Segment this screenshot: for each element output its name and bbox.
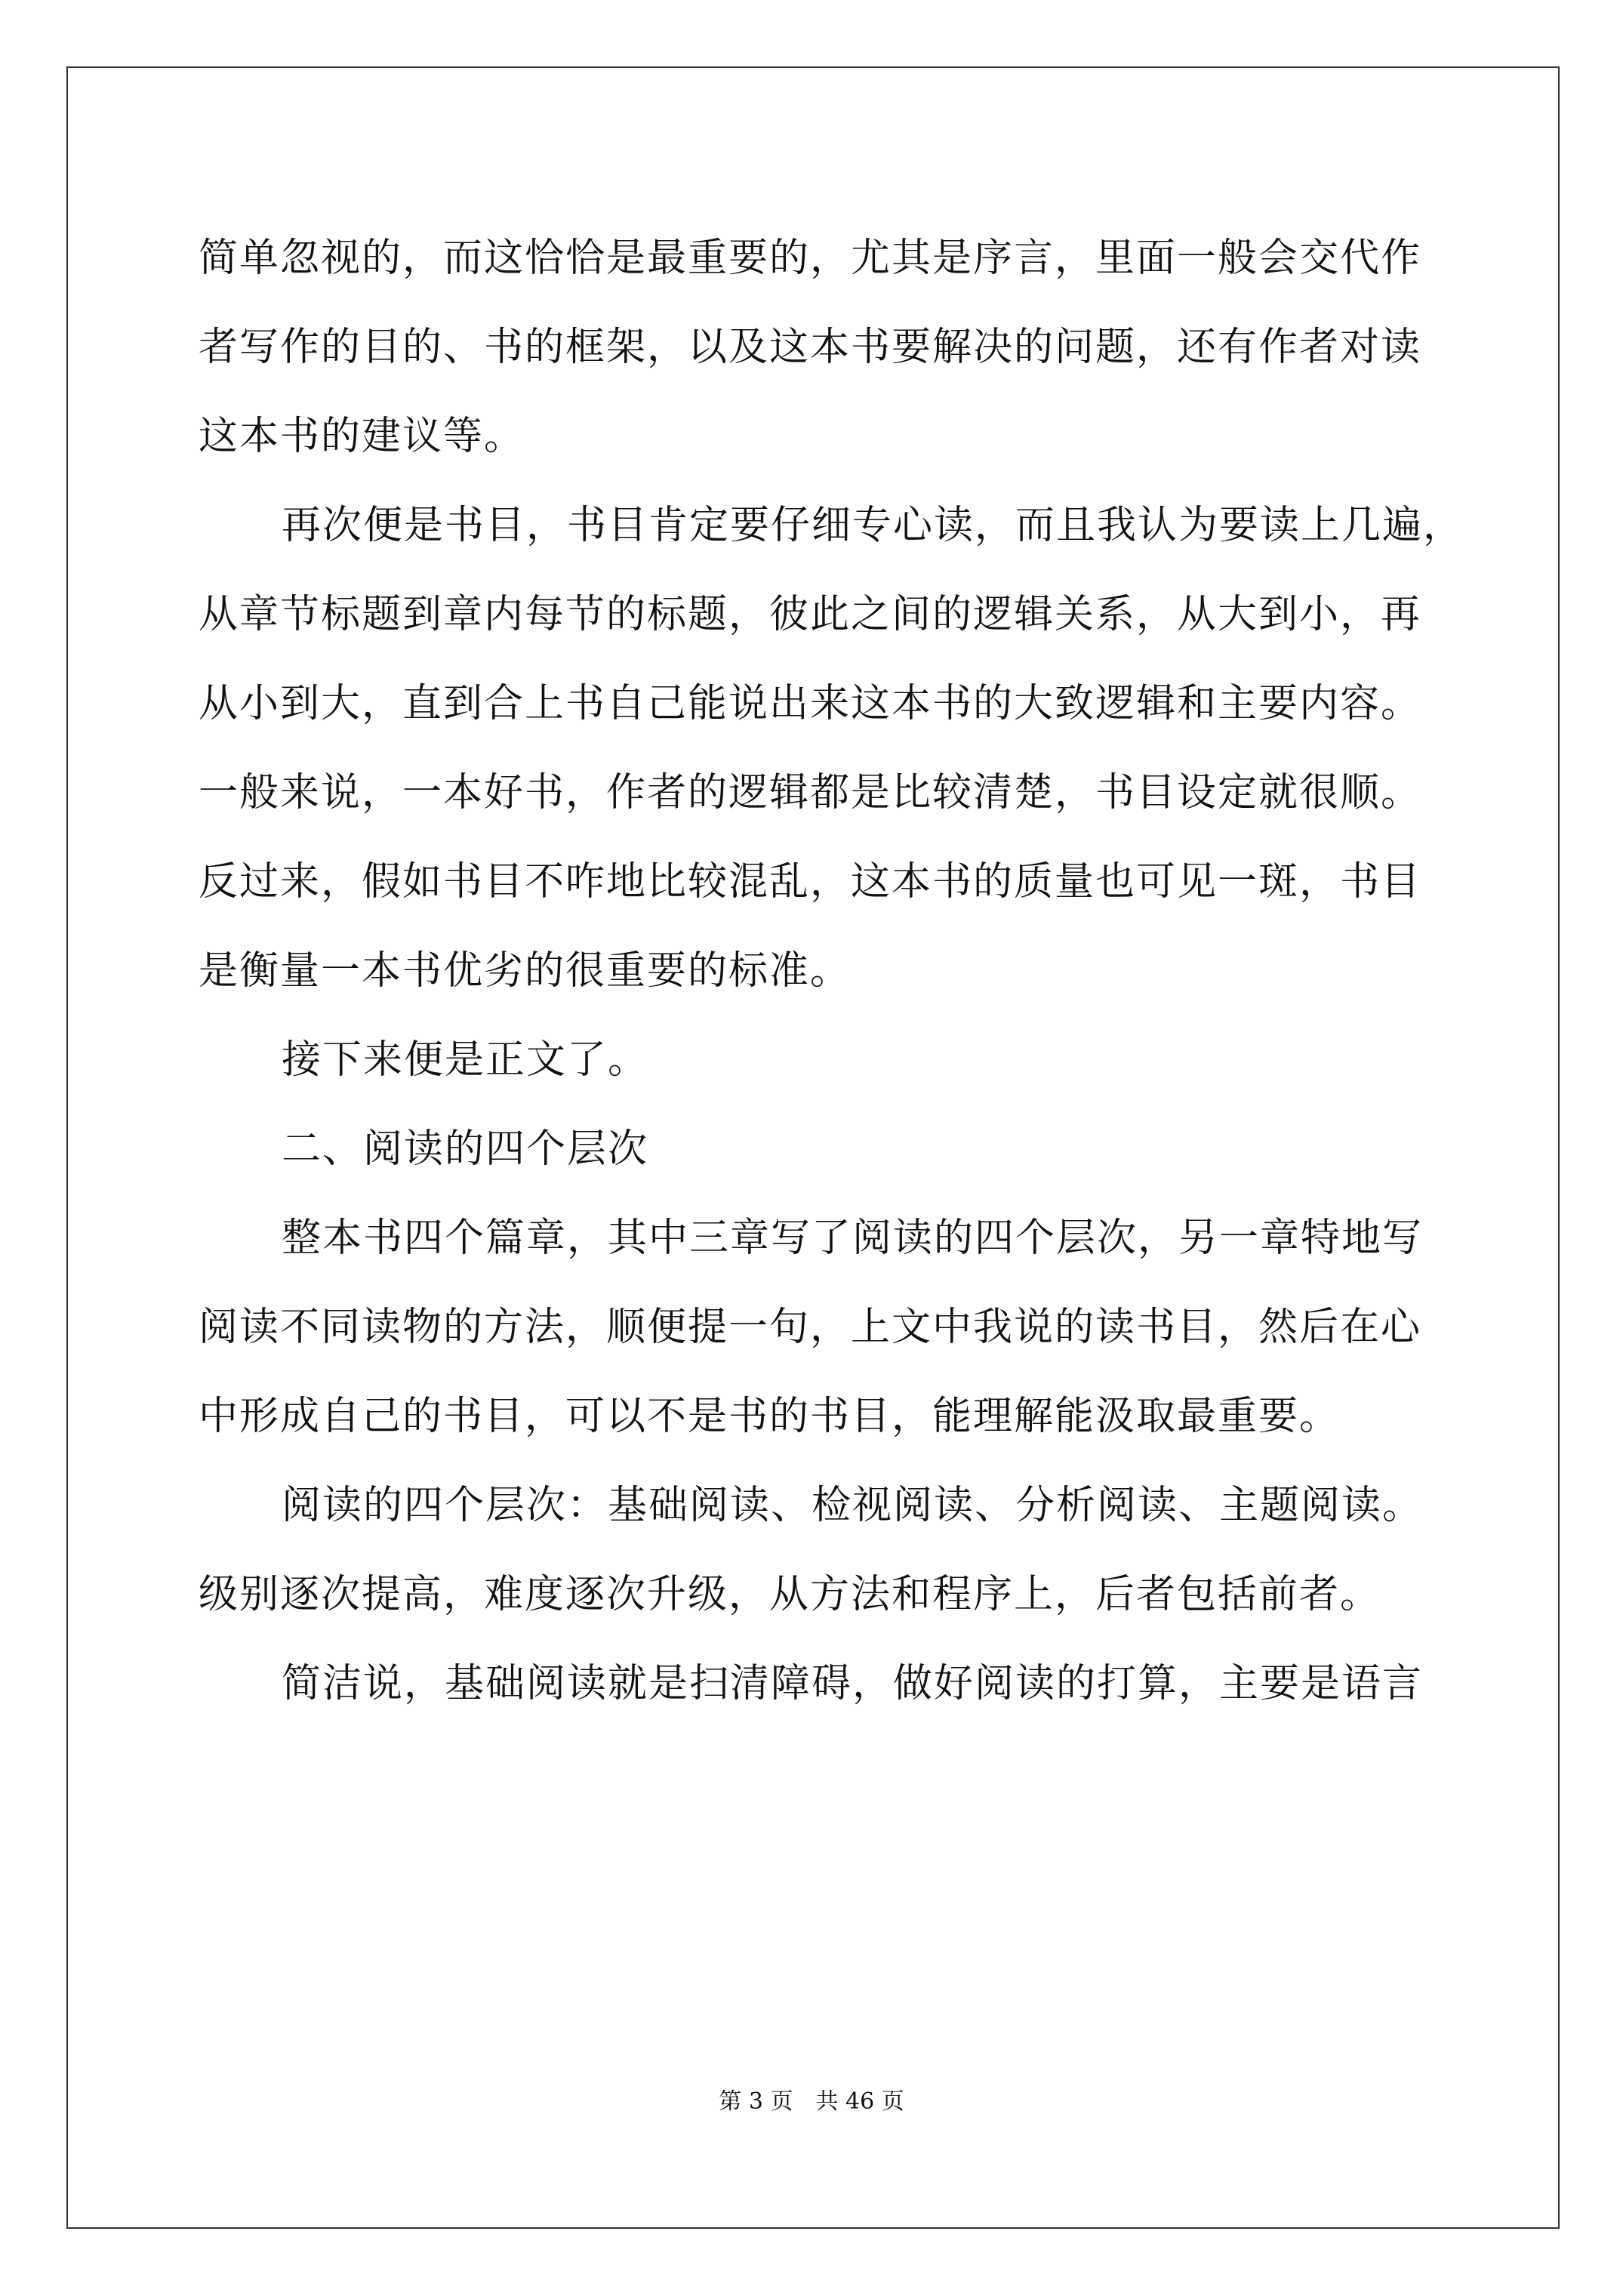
text-line: 是衡量一本书优劣的很重要的标准。 (199, 948, 852, 994)
page-total: 共 46 页 (815, 2088, 904, 2115)
text-line: 简洁说，基础阅读就是扫清障碍，做好阅读的打算，主要是语言 (282, 1661, 1424, 1706)
section-heading: 二、阅读的四个层次 (282, 1126, 649, 1172)
text-line: 阅读的四个层次：基础阅读、检视阅读、分析阅读、主题阅读。 (282, 1483, 1424, 1528)
page-footer (0, 2087, 1623, 2117)
text-line: 接下来便是正文了。 (282, 1037, 649, 1083)
text-line: 级别逐次提高，难度逐次升级，从方法和程序上，后者包括前者。 (199, 1572, 1381, 1617)
text-line: 阅读不同读物的方法，顺便提一句，上文中我说的读书目，然后在心 (199, 1305, 1422, 1350)
text-line: 从小到大，直到合上书自己能说出来这本书的大致逻辑和主要内容。 (199, 681, 1422, 726)
text-line: 简单忽视的，而这恰恰是最重要的，尤其是序言，里面一般会交代作 (199, 236, 1422, 281)
text-line: 从章节标题到章内每节的标题，彼此之间的逻辑关系，从大到小，再 (199, 592, 1422, 637)
text-line: 整本书四个篇章，其中三章写了阅读的四个层次，另一章特地写 (282, 1216, 1424, 1261)
text-line: 者写作的目的、书的框架，以及这本书要解决的问题，还有作者对读 (199, 325, 1422, 370)
text-line: 中形成自己的书目，可以不是书的书目，能理解能汲取最重要。 (199, 1394, 1341, 1439)
text-line: 这本书的建议等。 (199, 414, 525, 459)
text-line: 一般来说，一本好书，作者的逻辑都是比较清楚，书目设定就很顺。 (199, 770, 1422, 815)
text-line: 再次便是书目，书目肯定要仔细专心读，而且我认为要读上几遍， (282, 503, 1464, 548)
page-number: 第 3 页 (719, 2088, 793, 2115)
document-body (199, 214, 1464, 1728)
text-line: 反过来，假如书目不咋地比较混乱，这本书的质量也可见一斑，书目 (199, 859, 1422, 905)
